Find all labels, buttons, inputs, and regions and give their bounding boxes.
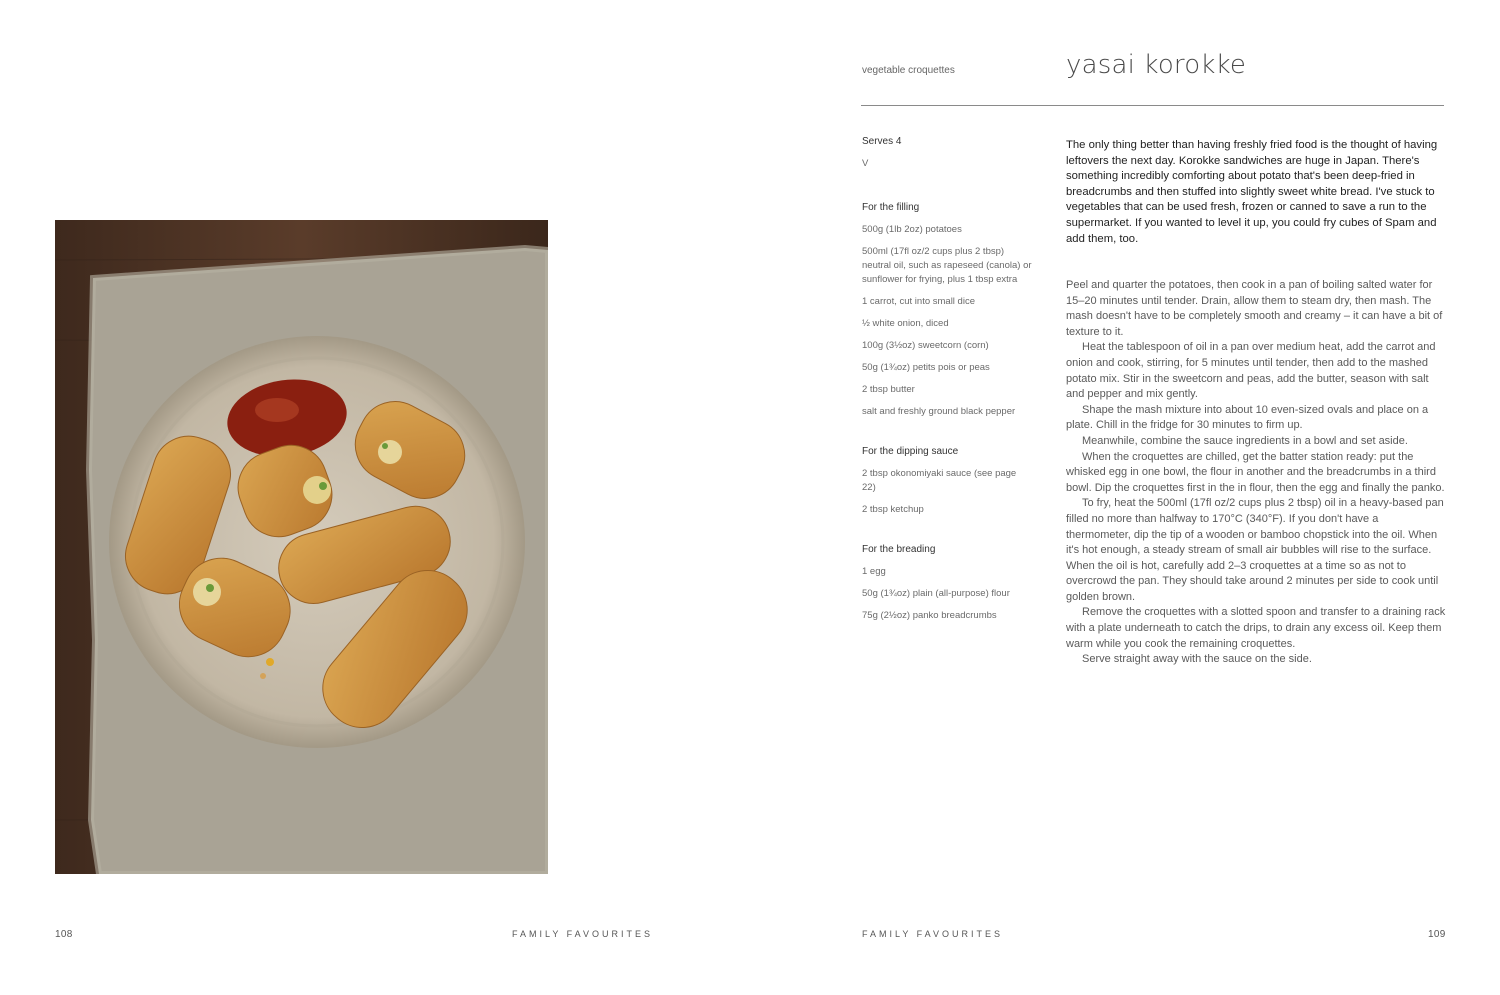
ingredient-item: 50g (1¾oz) petits pois or peas: [862, 362, 990, 373]
breading-group: [862, 543, 1032, 623]
croquettes-photo: [55, 220, 548, 874]
method-paragraph: Heat the tablespoon of oil in a pan over medium heat, add the carrot and onion and cook, stirring, for 5 minutes until tender, then add to the mashed potato mix. Stir in the sweetcorn and peas, add the butter, season with salt and pepper and mix gently.: [1066, 341, 1436, 401]
method-paragraph: Shape the mash mixture into about 10 even-sized ovals and place on a plate. Chill in the fridge for 30 minutes to firm up.: [1066, 403, 1429, 432]
ingredient-item: 500g (1lb 2oz) potatoes: [862, 224, 962, 235]
recipe-title: yasai korokke: [1066, 50, 1247, 80]
ingredient-item: 75g (2½oz) panko breadcrumbs: [862, 610, 997, 621]
running-head-right: FAMILY FAVOURITES: [862, 929, 1004, 939]
method-paragraph: When the croquettes are chilled, get the batter station ready: put the whisked egg in one bowl, the flour in another and the breadcrumbs in a third bowl. Dip the croquettes first in the in flour, then the egg and finally the panko.: [1066, 450, 1445, 494]
filling-group: [862, 201, 1032, 419]
sauce-heading: For the dipping sauce: [862, 446, 959, 457]
ingredient-item: 500ml (17fl oz/2 cups plus 2 tbsp) neutral oil, such as rapeseed (canola) or sunflower for frying, plus 1 tbsp extra: [862, 246, 1032, 285]
method-paragraph: Peel and quarter the potatoes, then cook in a pan of boiling salted water for 15–20 minutes until tender. Drain, allow them to steam dry, then mash. The mash doesn't have to be completely smooth and creamy – it can have a bit of texture to it.: [1066, 279, 1443, 338]
method-text: [1066, 278, 1446, 668]
filling-heading: For the filling: [862, 202, 920, 213]
page-number-right: 109: [1428, 929, 1446, 940]
header-divider: [861, 105, 1444, 106]
recipe-intro: The only thing better than having freshly fried food is the thought of having leftovers the next day. Korokke sandwiches are huge in Japan. There's something incredibly comforting about potato that's been deep-fried in breadcrumbs and then stuffed into slightly sweet white bread. I've stuck to vegetables that can be used fresh, frozen or canned to save a run to the supermarket. If you wanted to level it up, you could fry cubes of Spam and add them, too.: [1066, 139, 1438, 245]
sauce-group: [862, 445, 1032, 517]
breading-heading: For the breading: [862, 544, 936, 555]
recipe-subtitle: vegetable croquettes: [862, 65, 955, 76]
ingredient-item: 2 tbsp butter: [862, 384, 915, 395]
page-number-left: 108: [55, 929, 73, 940]
ingredient-item: 1 carrot, cut into small dice: [862, 296, 975, 307]
method-paragraph: Meanwhile, combine the sauce ingredients in a bowl and set aside.: [1082, 434, 1408, 447]
ingredient-item: ½ white onion, diced: [862, 318, 949, 329]
vegetarian-mark: V: [862, 158, 869, 169]
ingredient-item: salt and freshly ground black pepper: [862, 406, 1016, 417]
method-paragraph: To fry, heat the 500ml (17fl oz/2 cups plus 2 tbsp) oil in a heavy-based pan filled no more than halfway to 170°C (340°F). If you don't have a thermometer, dip the tip of a wooden or bamboo chopstick into the oil. When it's hot enough, a steady stream of small air bubbles will rise to the surface. When the oil is hot, carefully add 2–3 croquettes at a time so as not to overcrowd the pan. They should take around 2 minutes per side to cook until golden brown.: [1066, 497, 1444, 603]
ingredient-item: 2 tbsp okonomiyaki sauce (see page 22): [862, 468, 1017, 493]
ingredient-item: 2 tbsp ketchup: [862, 504, 924, 515]
ingredient-item: 1 egg: [862, 566, 886, 577]
photo-illustration: [55, 220, 548, 874]
running-head-left: FAMILY FAVOURITES: [512, 929, 654, 939]
ingredients-column: [862, 135, 1032, 649]
ingredient-item: 50g (1¾oz) plain (all-purpose) flour: [862, 588, 1010, 599]
serves-label: Serves 4: [862, 136, 902, 147]
method-paragraph: Serve straight away with the sauce on the side.: [1082, 653, 1312, 666]
method-paragraph: Remove the croquettes with a slotted spoon and transfer to a draining rack with a plate underneath to catch the drips, to drain any excess oil. Keep them warm while you cook the remaining croquettes.: [1066, 606, 1446, 650]
ingredient-item: 100g (3½oz) sweetcorn (corn): [862, 340, 989, 351]
right-page: [750, 0, 1500, 995]
